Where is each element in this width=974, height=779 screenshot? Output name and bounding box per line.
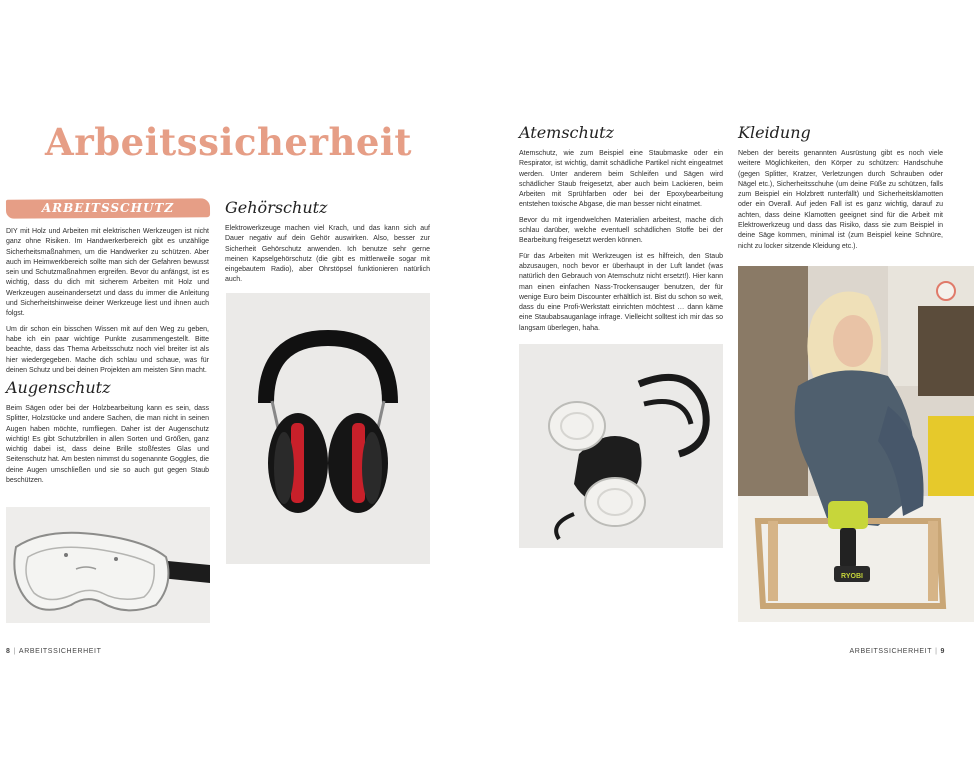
right-page [487, 0, 974, 779]
section-banner-label: ARBEITSSCHUTZ [41, 201, 175, 215]
page-number: 8 [6, 648, 11, 655]
augenschutz-heading: Augenschutz [6, 378, 111, 397]
gehoerschutz-paragraph: Elektrowerkzeuge machen viel Krach, und das kann sich auf Dauer negativ auf dein Gehör auswirken. Also, besser zur Sicherheit Gehörschutz anwenden. Ich benutze sehr gerne meinen Kapselgehörschutz (die gibt es mittlerweile sogar mit eingebautem Radio), aber Ohrstöpsel funktionieren natürlich auch. [225, 225, 430, 284]
augenschutz-paragraph: Beim Sägen oder bei der Holzbearbeitung kann es sein, dass Splitter, Holzstücke und andere Sachen, die man nicht in seinen Augen haben möchte, rumfliegen. Daher ist der Augenschutz wichtig! Es gibt Schutzbrillen in allen Sorten und Größen, ganz wichtig dabei ist, dass deine Brille stoßfestes Glas und Seitenschutz hat. Am besten nimmst du sogenannte Goggles, die deine Augen umschließen und sie so auch gut gegen Staub beschützen. [6, 405, 209, 485]
ear-defenders-photo [226, 293, 430, 564]
page-footer-left [6, 648, 101, 655]
kleidung-heading: Kleidung [738, 123, 811, 142]
footer-section: ARBEITSSICHERHEIT [849, 648, 933, 655]
woman-drill-illustration [738, 266, 974, 622]
atemschutz-paragraph: Atemschutz, wie zum Beispiel eine Staubmaske oder ein Respirator, ist wichtig, damit schädliche Partikel nicht eingeatmet werden. Unter anderem beim Schleifen und Sägen wird schädlicher Staub freigesetzt, aber auch beim Lackieren, beim Arbeiten mit Sprühfarben oder bei der Epoxybearbeitung entstehen toxische Abgase, die man besser nicht einatmet. [519, 150, 723, 209]
footer-divider: | [13, 648, 16, 655]
atemschutz-heading: Atemschutz [519, 123, 614, 142]
atemschutz-text [519, 149, 723, 339]
intro-paragraph: Um dir schon ein bisschen Wissen mit auf den Weg zu geben, habe ich ein paar wichtige Punkte zusammengestellt. Bitte beachte, dass das Thema Arbeitsschutz noch viel breiter ist als hier wiedergegeben. Mache dich schlau und schaue, was für deinen Schutz und bei deinen Projekten am meisten Sinn macht. [6, 325, 209, 374]
page-title: Arbeitssicherheit [45, 120, 413, 164]
page-footer-right [850, 648, 945, 655]
gehoerschutz-heading: Gehörschutz [225, 198, 328, 217]
safety-goggles-photo [6, 507, 210, 623]
intro-paragraph: DIY mit Holz und Arbeiten mit elektrischen Werkzeugen ist nicht ganz ohne Risiken. Im Handwerkerbereich gibt es unzählige Sicherheitsmaßnahmen, um die Handwerker zu schützen. Aber auch im Heimwerkbereich sollte man sich der Gefahren bewusst sein und Schutzmaßnahmen ergreifen. Bevor du anfängst, ist es wichtig, dass du dich mit sicherem Arbeiten mit Holz und Werkzeugen auseinandersetzt und dass du immer die Anleitung und Sicherheitshinweise deiner Werkzeuge liest und ihnen auch folgst. [6, 228, 209, 318]
goggles-illustration [6, 507, 210, 623]
respirator-illustration [519, 344, 723, 548]
respirator-mask-photo [519, 344, 723, 548]
augenschutz-text [6, 404, 209, 491]
woman-with-drill-photo [738, 266, 974, 622]
page-number: 9 [940, 648, 945, 655]
drill-brand-label: RYOBI [841, 573, 863, 580]
ear-defenders-illustration [226, 293, 430, 564]
atemschutz-paragraph: Bevor du mit irgendwelchen Materialien arbeitest, mache dich schlau darüber, welche eventuell schädlichen Stoffe bei der Bearbeitung freigesetzt werden können. [519, 216, 723, 245]
footer-divider: | [935, 648, 938, 655]
intro-text [6, 227, 209, 381]
atemschutz-paragraph: Für das Arbeiten mit Werkzeugen ist es hilfreich, den Staub abzusaugen, noch bevor er überhaupt in der Luft landet (was natürlich den Gebrauch von Atemschutz nicht ersetzt!). Hier kann man einen einfachen Nass-Trockensauger benutzen, der für wenige Euro beim Discounter erhältlich ist. Bist du schon so weit, dass du eine Profi-Werkstatt einrichten möchtest … dann käme eine Staubabsauganlage infrage. Vielleicht solltest ich mir das so langsam überlegen, haha. [519, 252, 723, 332]
footer-section: ARBEITSSICHERHEIT [18, 648, 102, 655]
kleidung-text [738, 149, 943, 257]
kleidung-paragraph: Neben der bereits genannten Ausrüstung gibt es noch viele weitere Möglichkeiten, den Körper zu schützen: Handschuhe (gegen Splitter, Kratzer, Verletzungen durch Schrauben oder Nägel etc.), Sicherheitsschuhe (um deine Füße zu schützen, falls zum Beispiel ein Holzbrett runterfällt) und Sicherheitsklamotten oder ein Overall. Auf jeden Fall ist es ganz wichtig, darauf zu achten, dass deine Klamotten geeignet sind für die Arbeit mit Elektrowerkzeug und dass das Risiko, dass sie zum Beispiel in deine Säge kommen, minimal ist (zum Beispiel keine Schnüre, nicht zu locker sitzende Kleidung etc.). [738, 150, 943, 250]
gehoerschutz-text [225, 224, 430, 291]
